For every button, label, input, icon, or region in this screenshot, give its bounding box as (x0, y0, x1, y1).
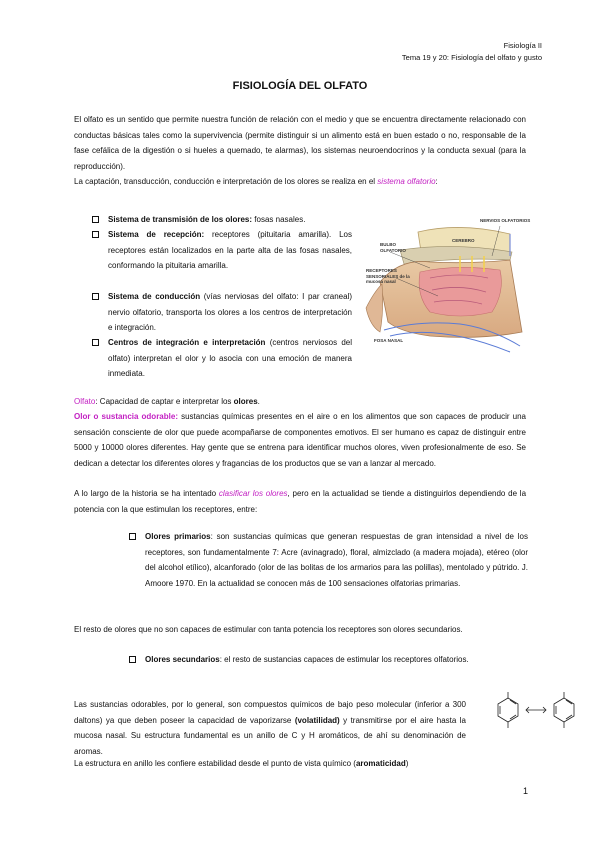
label-cerebro: CEREBRO (452, 238, 475, 243)
label-nervios-olfatorios: NERVIOS OLFATORIOS (480, 218, 531, 223)
page-title: FISIOLOGÍA DEL OLFATO (232, 80, 368, 92)
final-paragraph: Las sustancias odorables, por lo general, son compuestos químicos de bajo peso molecular (inferior a 300 daltons) ya que deben poseer la capacidad de vaporizarse (volatilidad) y transmitirse por el aire hasta la mucosa nasal. Su estructura fundamental es un anillo de C y H aromáticos, de ahí su denominación de aromas. (74, 700, 466, 756)
label-fosa-nasal: FOSA NASAL (374, 338, 404, 343)
header-topic: Tema 19 y 20: Fisiología del olfato y gusto (401, 53, 542, 62)
olfato-definition: Olfato: Capacidad de captar e interpretar los olores. (74, 397, 260, 406)
intro-paragraph-2: La captación, transducción, conducción e interpretación de los olores se realiza en el sistema olfatorio: (74, 177, 438, 186)
intro-text: El olfato es un sentido que permite nuestra función de relación con el medio y que se encuentra directamente relacionado con conductas básicas tales como la supervivencia (permite distinguir si un alimento está en buen estado o no, responsable de la fase cefálica de la digestión o si hueles a quemado, te alarmas), los sistemas neuroendocrinos y la conducta sexual (para la reproducción). (74, 115, 526, 171)
label-bulbo-olfatorio: BULBO OLFATORIO (380, 242, 406, 253)
list-item: Sistema de transmisión de los olores: fosas nasales. (108, 215, 306, 224)
checkbox-icon (129, 656, 136, 663)
benzene-structures-figure (480, 684, 590, 744)
olfactory-anatomy-figure (360, 212, 536, 362)
checkbox-icon (92, 339, 99, 346)
olfato-term: Olfato (74, 397, 96, 406)
history-paragraph: A lo largo de la historia se ha intentado clasificar los olores, pero en la actualidad se tiende a distinguirlos dependiendo de la potencia con la que estimulan los receptores, entre: (74, 489, 527, 514)
olores-secundarios-item: Olores secundarios: el resto de sustancias capaces de estimular los receptores olfatorios. (145, 655, 469, 664)
resto-paragraph: El resto de olores que no son capaces de estimular con tanta potencia los receptores son olores secundarios. (74, 625, 463, 634)
intro-paragraph (74, 112, 526, 174)
checkbox-icon (92, 293, 99, 300)
olor-definition: Olor o sustancia odorable: sustancias químicas presentes en el aire o en los alimentos que son capaces de producir una sensación consciente de olor que puede acompañarse de componentes emotivos. El ser humano es capaz de distinguir entre 5000 y 10000 olores diferentes. Hay gente que se entrena para identificar muchos olores, viven profesionalmente de eso. Se dedican a detectar los diferentes olores y fragancias de los productos que se van a lanzar al mercado. (74, 412, 526, 468)
clasificar-olores-link: clasificar los olores (218, 489, 288, 498)
header-course: Fisiología II (503, 41, 542, 50)
checkbox-icon (129, 533, 136, 540)
list-item: Sistema de recepción: receptores (pituitaria amarilla). Los receptores están localizados en la parte alta de las fosas nasales, conformando la pituitaria amarilla. (108, 230, 352, 270)
olores-primarios-item: Olores primarios: son sustancias químicas que generan respuestas de gran intensidad a nivel de los receptores, son fundamentalmente 7: Acre (avinagrado), floral, almizclado (a madera mojada), etéreo (olor del alcohol etílico), alcanforado (olor de las bolitas de los armarios para las polillas), mentolado y pútrido. J. Amoore 1970. En la actualidad se conocen más de 100 sensaciones olfatorias primarias. (145, 532, 528, 588)
checkbox-icon (92, 231, 99, 238)
olor-term: Olor o sustancia odorable: (74, 412, 178, 421)
list-item: Centros de integración e interpretación (centros nerviosos del olfato) interpretan el olor y lo asocia con una emoción de manera inmediata. (108, 338, 352, 378)
benzene-ring-illustration (480, 684, 590, 744)
checkbox-icon (92, 216, 99, 223)
page-number: 1 (522, 786, 528, 796)
label-receptores-sensoriales: RECEPTORES SENSORIALES de la mucosa nasal (366, 268, 410, 284)
sistema-olfatorio-link: sistema olfatorio (377, 177, 436, 186)
final-line: La estructura en anillo les confiere estabilidad desde el punto de vista químico (aromaticidad) (74, 759, 409, 768)
list-item: Sistema de conducción (vías nerviosas del olfato: I par craneal) nervio olfatorio, transporta los olores a los centros de interpretación e integración. (108, 292, 352, 332)
